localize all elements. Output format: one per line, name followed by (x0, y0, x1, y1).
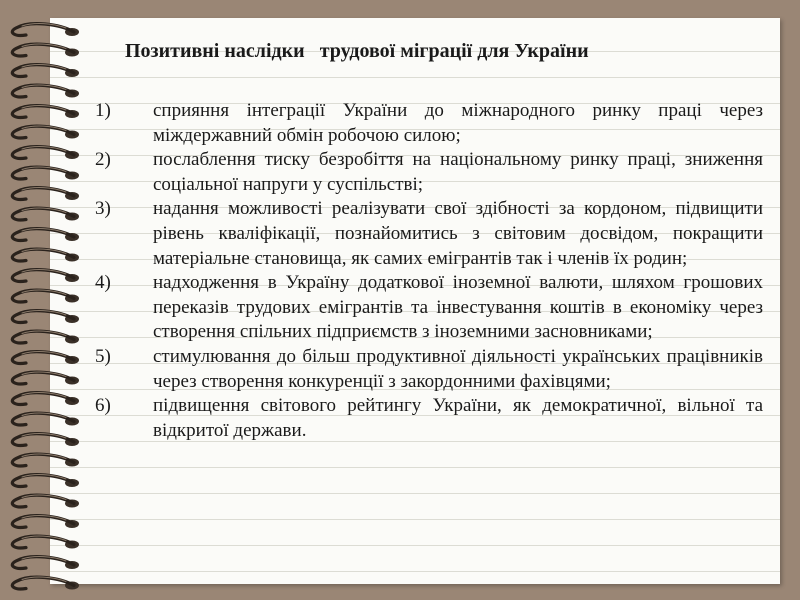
item-text: надходження в Україну додаткової іноземної валюти, шляхом грошових переказів трудових емігрантів та інвестування коштів в економіку через створення спільних підприємств з іноземними засновниками; (153, 272, 763, 343)
spiral-ring (12, 495, 79, 507)
spiral-ring (12, 434, 79, 446)
spiral-ring (12, 188, 79, 200)
spiral-ring (12, 393, 79, 405)
spiral-ring (12, 85, 79, 97)
spiral-ring (12, 208, 79, 220)
spiral-ring (12, 516, 79, 528)
spiral-ring (12, 229, 79, 241)
item-text: сприяння інтеграції України до міжнародного ринку праці через міждержавний обмін робочою силою; (153, 100, 763, 146)
list-item (95, 197, 765, 271)
item-text: стимулювання до більш продуктивної діяльності українських працівників через створення конкуренції з закордонними фахівцями; (153, 345, 763, 392)
spiral-ring (12, 290, 79, 302)
spiral-ring (12, 44, 79, 56)
spiral-ring (12, 536, 79, 548)
list-item (95, 148, 765, 197)
spiral-ring (12, 331, 79, 343)
list-item (95, 345, 765, 394)
page-title: Позитивні наслідки трудової міграції для України (125, 40, 589, 62)
spiral-ring (12, 413, 79, 425)
spiral-ring (12, 126, 79, 138)
list-item (95, 99, 765, 148)
item-number: 4) (95, 272, 111, 294)
item-number: 6) (95, 395, 111, 417)
list-item (95, 394, 765, 443)
spiral-ring (12, 311, 79, 323)
notebook-page (50, 18, 780, 584)
spiral-ring (12, 372, 79, 384)
spiral-ring (12, 167, 79, 179)
item-text: надання можливості реалізувати свої здібності за кордоном, підвищити рівень кваліфікації, познайомитись з світовим досвідом, покращити матеріальне становища, як самих емігрантів так і членів їх родин; (153, 198, 763, 269)
spiral-ring (12, 577, 79, 589)
spiral-ring (12, 249, 79, 261)
item-number: 5) (95, 345, 111, 367)
spiral-binding-icon (0, 14, 100, 594)
effects-list (95, 99, 765, 443)
spiral-ring (12, 147, 79, 159)
spiral-ring (12, 106, 79, 118)
spiral-ring (12, 454, 79, 466)
item-number: 2) (95, 149, 111, 171)
item-number: 1) (95, 100, 111, 121)
spiral-ring (12, 352, 79, 364)
spiral-ring (12, 557, 79, 569)
list-item (95, 271, 765, 345)
spiral-ring (12, 270, 79, 282)
spiral-ring (12, 65, 79, 77)
spiral-ring (12, 475, 79, 487)
item-number: 3) (95, 198, 111, 220)
item-text: підвищення світового рейтингу України, як демократичної, вільної та відкритої держави. (153, 395, 763, 441)
item-text: послаблення тиску безробіття на національному ринку праці, зниження соціальної напруги у суспільстві; (153, 149, 763, 195)
spiral-ring (12, 24, 79, 36)
